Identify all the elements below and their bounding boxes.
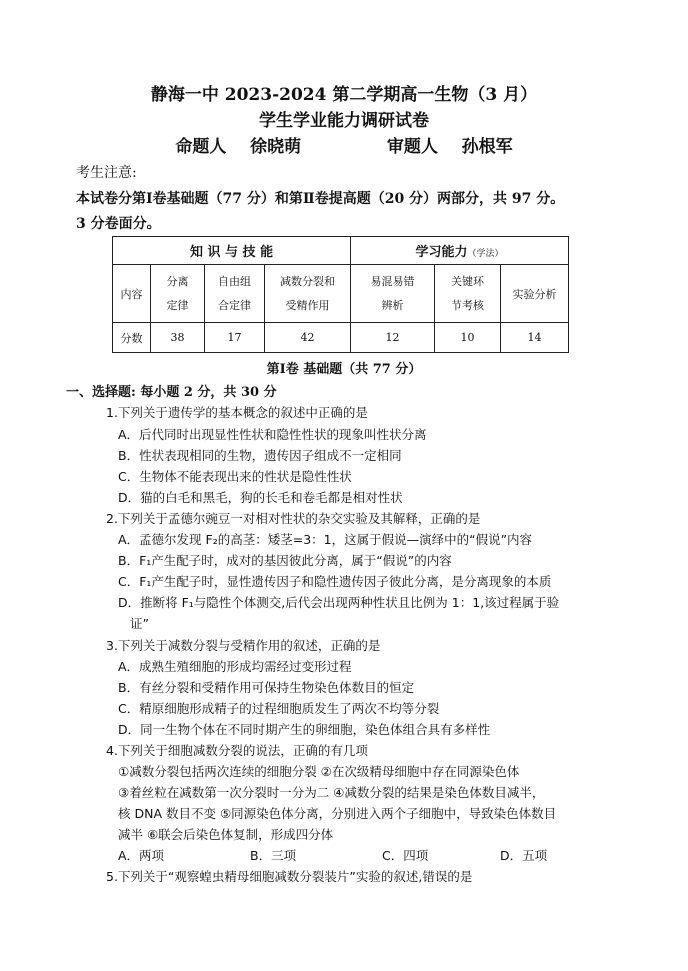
table-header-cell: 关键环 节考核 <box>435 265 501 323</box>
question-3-option-c: C．精原细胞形成精子的过程细胞质发生了两次不均等分裂 <box>118 701 440 716</box>
question-2-option-d: D．推断将 F₁与隐性个体测交,后代会出现两种性状且比例为 1：1,该过程属于验 <box>118 595 560 610</box>
table-header-cell: 实验分析 <box>501 265 569 323</box>
setter-label: 命题人 <box>175 137 227 157</box>
question-4-stem: 4.下列关于细胞减数分裂的说法，正确的有几项 <box>106 743 368 758</box>
exam-subtitle: 学生学业能力调研试卷 <box>259 111 429 131</box>
question-1-stem: 1.下列关于遗传学的基本概念的叙述中正确的是 <box>106 405 368 420</box>
table-score-cell: 42 <box>265 323 351 353</box>
question-4-statement-3: 核 DNA 数目不变 ⑤同源染色体分离，分别进入两个子细胞中，导致染色体数目 <box>118 806 557 821</box>
question-4-option-a: A．两项 <box>118 848 165 863</box>
group-knowledge-skills: 知 识 与 技 能 <box>113 237 351 265</box>
question-4-statement-2: ③着丝粒在减数第一次分裂时一分为二 ④减数分裂的结果是染色体数目减半， <box>118 785 545 800</box>
section-title: 第Ⅰ卷 基础题（共 77 分） <box>266 362 422 377</box>
table-score-cell: 17 <box>205 323 265 353</box>
table-header-cell: 自由组 合定律 <box>205 265 265 323</box>
question-2-stem: 2.下列关于孟德尔豌豆一对相对性状的杂交实验及其解释，正确的是 <box>106 511 481 526</box>
question-2-option-b: B．F₁产生配子时，成对的基因彼此分离，属于“假说”的内容 <box>118 553 452 568</box>
question-3-option-b: B．有丝分裂和受精作用可保持生物染色体数目的恒定 <box>118 680 415 695</box>
question-4-option-c: C．四项 <box>382 848 429 863</box>
question-1-option-c: C．生物体不能表现出来的性状是隐性性状 <box>118 469 352 484</box>
question-3-option-d: D．同一生物个体在不同时期产生的卵细胞，染色体组合具有多样性 <box>118 722 491 737</box>
question-1-option-a: A．后代同时出现显性性状和隐性性状的现象叫性状分离 <box>118 427 427 442</box>
question-1-option-d: D．猫的白毛和黑毛，狗的长毛和卷毛都是相对性状 <box>118 490 403 505</box>
row-label-content: 内容 <box>113 265 151 323</box>
question-2-option-d-cont: 证” <box>130 616 149 631</box>
notice-line-1: 本试卷分第Ⅰ卷基础题（77 分）和第Ⅱ卷提高题（20 分）两部分，共 97 分。 <box>76 191 565 207</box>
question-1-option-b: B．性状表现相同的生物，遗传因子组成不一定相同 <box>118 448 402 463</box>
score-distribution-table <box>112 236 569 353</box>
setter-name: 徐晓萌 <box>250 137 302 157</box>
authors-line <box>0 132 688 157</box>
table-header-cell: 减数分裂和 受精作用 <box>265 265 351 323</box>
exam-title: 静海一中 2023-2024 第二学期高一生物（3 月） <box>150 85 538 105</box>
question-2-option-c: C．F₁产生配子时，显性遗传因子和隐性遗传因子彼此分离，是分离现象的本质 <box>118 574 552 589</box>
question-2-option-a: A．孟德尔发现 F₂的高茎：矮茎=3：1，这属于假说—演绎中的“假说”内容 <box>118 532 533 547</box>
table-header-cell: 易混易错 辨析 <box>351 265 435 323</box>
question-4-statement-1: ①减数分裂包括两次连续的细胞分裂 ②在次级精母细胞中存在同源染色体 <box>118 764 520 779</box>
notice-heading: 考生注意: <box>76 165 137 181</box>
table-header-cell: 分离 定律 <box>151 265 205 323</box>
question-3-option-a: A．成熟生殖细胞的形成均需经过变形过程 <box>118 659 352 674</box>
table-score-cell: 38 <box>151 323 205 353</box>
table-score-cell: 12 <box>351 323 435 353</box>
question-5-stem: 5.下列关于“观察蝗虫精母细胞减数分裂装片”实验的叙述,错误的是 <box>106 869 473 884</box>
reviewer-name: 孙根军 <box>461 137 513 157</box>
table-score-cell: 14 <box>501 323 569 353</box>
reviewer-label: 审题人 <box>386 137 438 157</box>
table-score-cell: 10 <box>435 323 501 353</box>
question-4-statement-4: 减半 ⑥联会后染色体复制，形成四分体 <box>118 827 334 842</box>
question-3-stem: 3.下列关于减数分裂与受精作用的叙述，正确的是 <box>106 638 381 653</box>
notice-line-2: 3 分卷面分。 <box>76 216 161 232</box>
row-label-score: 分数 <box>113 323 151 353</box>
question-4-option-d: D．五项 <box>500 848 548 863</box>
group-learning-ability: 学习能力（学法） <box>351 237 569 265</box>
part-one-heading: 一、选择题: 每小题 2 分，共 30 分 <box>66 385 277 400</box>
question-4-option-b: B．三项 <box>250 848 297 863</box>
